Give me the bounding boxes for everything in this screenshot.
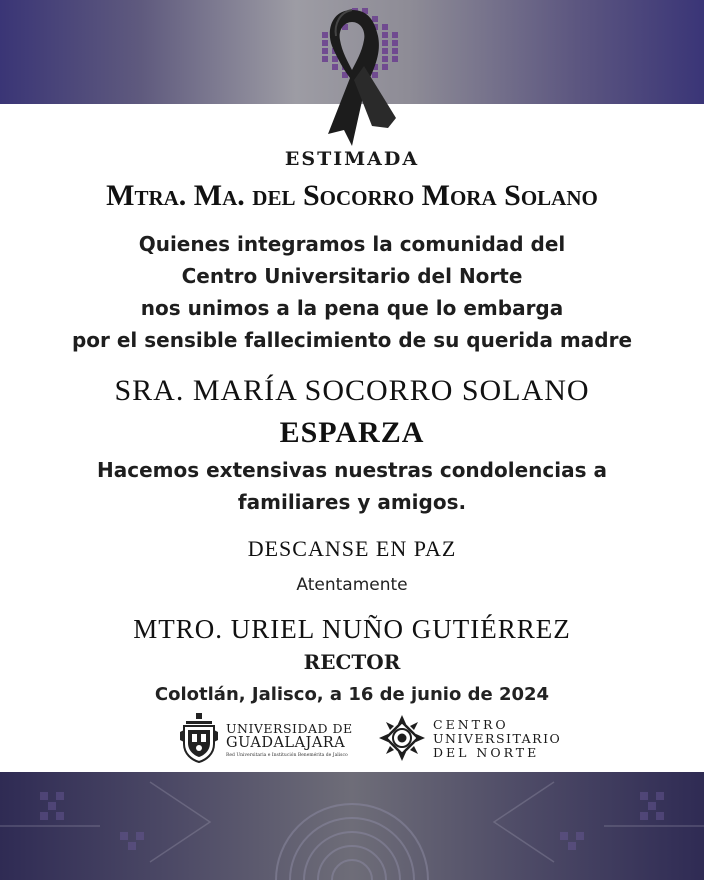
deceased-name-line-1: SRA. MARÍA SOCORRO SOLANO [114,374,590,407]
signer-title: RECTOR [303,650,401,674]
cun-name-line-2: UNIVERSITARIO [433,731,562,746]
cun-name-line-1: CENTRO [433,717,509,732]
signer-name: MTRO. URIEL NUÑO GUTIÉRREZ [133,614,571,644]
mourning-ribbon-icon [292,0,412,150]
udg-name-line-2: GUADALAJARA [226,735,346,751]
cun-name-line-3: DEL NORTE [433,745,540,760]
message-line-2: Centro Universitario del Norte [181,264,523,288]
spiral-pattern-decoration [0,772,704,880]
message-line-1: Quienes integramos la comunidad del [138,232,566,256]
deceased-name-line-2: ESPARZA [279,416,425,449]
message-line-4: por el sensible fallecimiento de su querida madre [71,328,633,352]
rest-in-peace-text: DESCANSE EN PAZ [247,536,457,561]
place-date: Colotlán, Jalisco, a 16 de junio de 2024 [154,684,550,705]
condolences-line-1: Hacemos extensivas nuestras condolencias a [97,458,607,482]
regards-text: Atentamente [296,575,408,595]
greeting-label: ESTIMADA [284,148,420,170]
udg-seal-icon [178,712,220,764]
cun-emblem-icon [378,714,426,762]
udg-tagline: Red Universitaria e Institución Benemérita de Jalisco [226,753,348,758]
cunorte-logo [378,712,562,764]
recipient-name: Mtra. Ma. del Socorro Mora Solano [106,179,598,212]
udg-logo [178,712,353,764]
condolences-line-2: familiares y amigos. [237,490,467,514]
udg-name-line-1: UNIVERSIDAD DE [226,721,353,736]
bottom-decorative-band [0,772,704,880]
message-line-3: nos unimos a la pena que lo embarga [140,296,564,320]
